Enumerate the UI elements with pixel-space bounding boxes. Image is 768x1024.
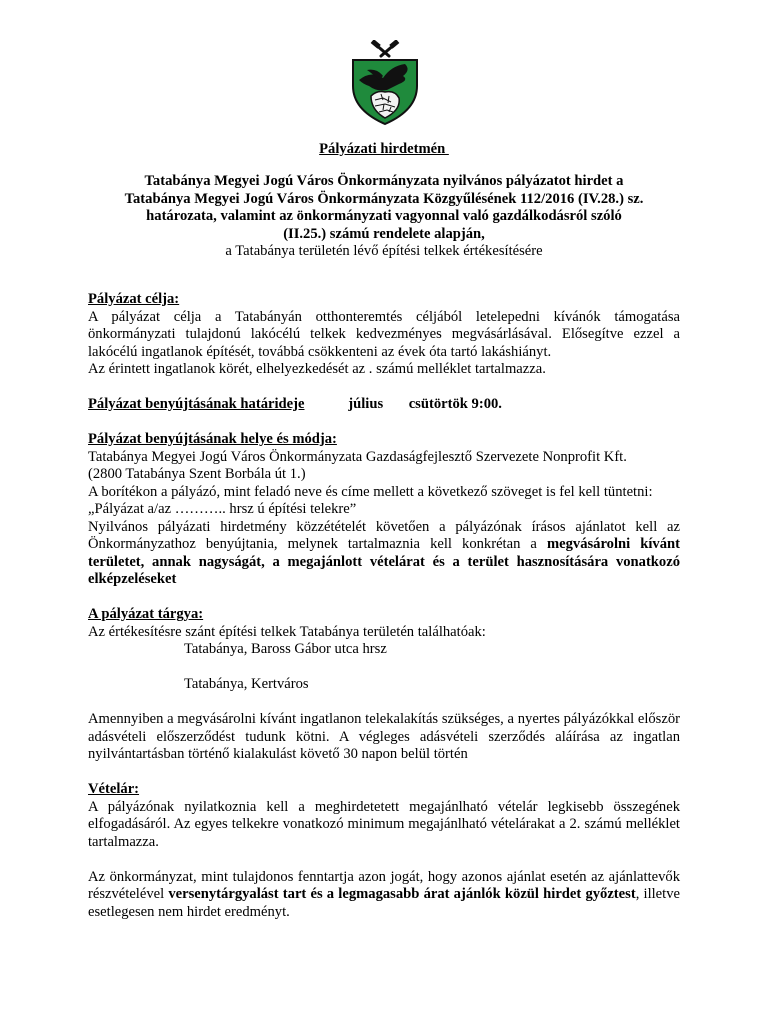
hely-line: (2800 Tatabánya Szent Borbála út 1.) xyxy=(88,466,306,482)
hely-line: Tatabánya Megyei Jogú Város Önkormányzata Gazdaságfejlesztő Szervezete Nonprofit Kft. xyxy=(88,448,627,465)
vetelar-text2-plain: Az önkormányzat, mint tulajdonos fenntartja azon jogát, hogy azonos ajánlat esetén az ajánlattevők részvételével xyxy=(88,868,680,902)
page-title-text: Pályázati hirdetmén xyxy=(319,141,449,157)
hely-line: „Pályázat a/az ……….. hrsz ú építési telekre” xyxy=(88,501,357,517)
targy-item: Tatabánya, Kertváros xyxy=(184,676,309,692)
section-heading-cel: Pályázat célja: xyxy=(88,291,180,307)
intro-line: a Tatabánya területén lévő építési telkek értékesítésére xyxy=(225,243,543,259)
cel-text: A pályázat célja a Tatabányán otthonteremtés céljából letelepedni kívánók támogatása önkormányzati tulajdonú lakócélú telkek kedvezményes megvásárlásával. Elősegítve ezzel a lakócélú ingatlanok építését, továbbá csökkenteni az évek óta tartó lakáshiányt. xyxy=(88,308,680,360)
document-body xyxy=(88,291,680,921)
intro-line: (II.25.) számú rendelete alapján, xyxy=(283,225,485,242)
targy-line: Az értékesítésre szánt építési telkek Tatabánya területén találhatóak: xyxy=(88,623,486,640)
coat-of-arms-icon xyxy=(339,40,431,126)
intro-line: Tatabánya Megyei Jogú Város Önkormányzata nyilvános pályázatot hirdet a xyxy=(144,173,624,189)
section-heading-targy: A pályázat tárgya: xyxy=(88,606,204,622)
hely-line: A borítékon a pályázó, mint feladó neve és címe mellett a következő szöveget is fel kell tüntetni: xyxy=(88,483,653,500)
deadline-line xyxy=(88,396,680,414)
intro-line: Tatabánya Megyei Jogú Város Önkormányzata Közgyűlésének 112/2016 (IV.28.) sz. xyxy=(124,190,644,207)
cel-text-2: Az érintett ingatlanok körét, elhelyezkedését az . számú melléklet tartalmazza. xyxy=(88,361,546,377)
vetelar-text2-bold: versenytárgyalást tart és a legmagasabb árat ajánlók közül hirdet győztest xyxy=(168,886,636,902)
page-title xyxy=(0,141,768,159)
hely-text-bold: megvásárolni kívánt területet, annak nagyságát, a megajánlott vételárat és a terület hasznosítására vonatkozó elképzeléseket xyxy=(88,536,680,587)
intro-block xyxy=(88,173,680,261)
section-heading-hely: Pályázat benyújtásának helye és módja: xyxy=(88,431,337,447)
hely-paragraph xyxy=(88,519,680,589)
vetelar-text2-end: , illetve esetlegesen nem hirdet eredményt. xyxy=(88,886,680,920)
deadline-month: július xyxy=(348,396,384,412)
section-heading-vetelar: Vételár: xyxy=(88,781,140,797)
targy-text: Amennyiben a megvásárolni kívánt ingatlanon telekalakítás szükséges, a nyertes pályázókkal először adásvételi előszerződést tudunk kötni. A végleges adásvételi szerződés aláírása az ingatlan nyilvántartásban történő kialakulást követő 30 napon belül történ xyxy=(88,711,680,762)
vetelar-text: A pályázónak nyilatkoznia kell a meghirdetetett megajánlható vételár legkisebb összegének elfogadásáról. Az egyes telkekre vonatkozó minimum megajánlható vételárakat a 2. számú melléklet tartalmazza. xyxy=(88,798,680,850)
targy-item: Tatabánya, Baross Gábor utca hrsz xyxy=(184,641,387,657)
intro-line: határozata, valamint az önkormányzati vagyonnal való gazdálkodásról szóló xyxy=(146,208,622,224)
section-heading-hatarido: Pályázat benyújtásának határideje xyxy=(88,396,305,412)
deadline-day-time: csütörtök 9:00. xyxy=(408,396,502,412)
hely-text-plain: Nyilvános pályázati hirdetmény közzétételét követően a pályázónak írásos ajánlatot kell az Önkormányzathoz benyújtania, melynek tartalmaznia kell konkrétan a xyxy=(88,518,680,552)
vetelar-paragraph xyxy=(88,869,680,922)
